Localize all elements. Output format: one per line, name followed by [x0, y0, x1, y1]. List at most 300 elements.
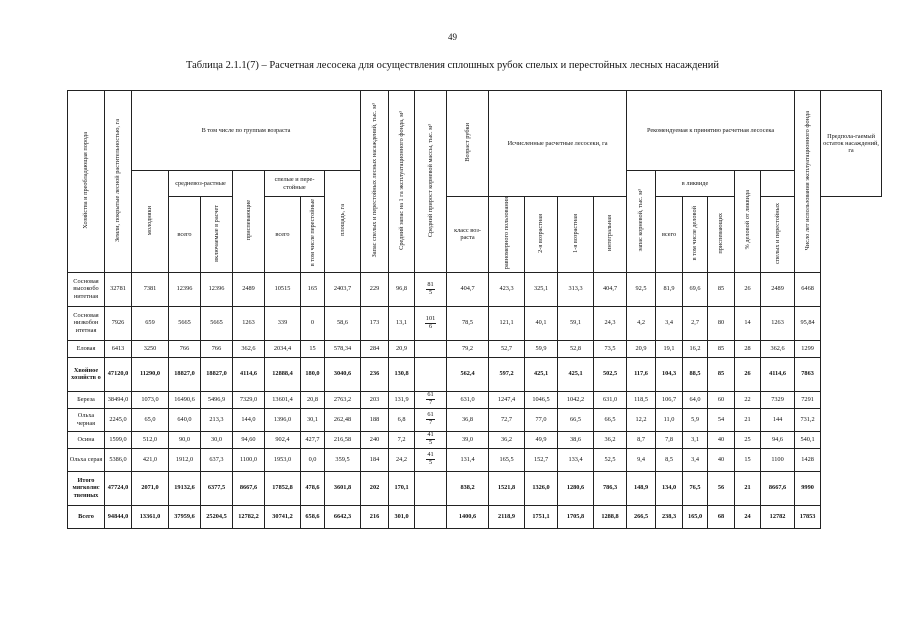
table-cell: 766 — [201, 340, 233, 357]
table-title: Таблица 2.1.1(7) – Расчетная лесосека для осуществления сплошных рубок спелых и перестойных лесных насаждений — [185, 60, 720, 71]
table-cell: 5665 — [201, 306, 233, 340]
table-cell: 7,8 — [656, 431, 683, 448]
table-cell: 421,0 — [132, 448, 169, 471]
table-cell: 2403,7 — [325, 272, 361, 306]
table-cell: 1100 — [761, 448, 795, 471]
table-cell: 17853 — [795, 505, 821, 528]
table-cell: 64,0 — [683, 391, 708, 408]
table-cell: 1046,5 — [525, 391, 558, 408]
table-cell: 26 — [735, 357, 761, 391]
table-cell: 19132,6 — [169, 471, 201, 505]
table-cell: 20,9 — [627, 340, 656, 357]
table-cell: 4114,6 — [761, 357, 795, 391]
table-cell: 2245,0 — [105, 408, 132, 431]
table-cell: 10515 — [265, 272, 301, 306]
row-name: Осина — [68, 431, 105, 448]
table-cell: 58,6 — [325, 306, 361, 340]
table-cell: 12782 — [761, 505, 795, 528]
table-cell: 202 — [361, 471, 389, 505]
table-cell: 24 — [735, 505, 761, 528]
table-cell: 32781 — [105, 272, 132, 306]
table-cell: 313,3 — [558, 272, 594, 306]
age-fraction — [426, 432, 434, 447]
header-avg-increment: Средний прирост корневой массы, тыс. м³ — [415, 91, 447, 273]
age-fraction-cell — [415, 431, 447, 448]
age-fraction-cell — [415, 471, 447, 505]
table-cell: 6377,5 — [201, 471, 233, 505]
table-cell: 658,6 — [301, 505, 325, 528]
table-cell: 131,9 — [389, 391, 415, 408]
table-cell: 30,1 — [301, 408, 325, 431]
table-cell: 3,1 — [683, 431, 708, 448]
table-cell: 1326,0 — [525, 471, 558, 505]
age-denominator: 7 — [428, 399, 433, 407]
table-cell: 144 — [761, 408, 795, 431]
table-cell: 95,84 — [795, 306, 821, 340]
age-denominator: 5 — [428, 459, 433, 467]
table-cell: 144,0 — [233, 408, 265, 431]
table-cell: 24,2 — [389, 448, 415, 471]
table-cell: 170,1 — [389, 471, 415, 505]
table-cell: 425,1 — [558, 357, 594, 391]
table-cell: 68 — [708, 505, 735, 528]
table-cell: 92,5 — [627, 272, 656, 306]
table-cell: 54 — [708, 408, 735, 431]
table-cell: 15 — [301, 340, 325, 357]
table-cell: 240 — [361, 431, 389, 448]
table-cell: 19,1 — [656, 340, 683, 357]
table-cell: 1288,8 — [594, 505, 627, 528]
table-cell: 1599,0 — [105, 431, 132, 448]
table-cell: 6,8 — [389, 408, 415, 431]
header-recommended: Рекомендуемая к принятию расчетная лесосека — [627, 91, 795, 171]
table-cell: 106,7 — [656, 391, 683, 408]
header-mature-over: спелые и пере-стойные — [265, 171, 325, 197]
table-cell: 60 — [708, 391, 735, 408]
table-cell: 47724,0 — [105, 471, 132, 505]
age-fraction — [426, 282, 434, 297]
table-cell: 72,7 — [489, 408, 525, 431]
table-cell: 301,0 — [389, 505, 415, 528]
table-cell: 59,1 — [558, 306, 594, 340]
table-cell: 18827,0 — [169, 357, 201, 391]
table-cell: 21 — [735, 471, 761, 505]
table-cell: 17852,8 — [265, 471, 301, 505]
table-cell: 38494,0 — [105, 391, 132, 408]
table-cell: 40,1 — [525, 306, 558, 340]
table-cell: 36,8 — [447, 408, 489, 431]
header-stock-mature: Запас спелых и перестойных лесных насаждений, тыс. м³ — [361, 91, 389, 273]
header-forest-area: Земли, покрытые лесной растительностью, га — [105, 91, 132, 273]
table-cell: 1400,6 — [447, 505, 489, 528]
table-cell: 69,6 — [683, 272, 708, 306]
header-area: площадь, га — [325, 171, 361, 273]
age-denominator: 5 — [428, 439, 433, 447]
table-cell: 22 — [735, 391, 761, 408]
row-name: Береза — [68, 391, 105, 408]
age-denominator: 6 — [428, 322, 433, 330]
table-cell: 20,8 — [301, 391, 325, 408]
table-cell: 85 — [708, 357, 735, 391]
table-cell: 423,3 — [489, 272, 525, 306]
table-cell: 88,5 — [683, 357, 708, 391]
table-cell: 59,9 — [525, 340, 558, 357]
table-cell: 637,3 — [201, 448, 233, 471]
table-cell: 96,8 — [389, 272, 415, 306]
table-cell: 18827,0 — [201, 357, 233, 391]
table-cell: 216,58 — [325, 431, 361, 448]
row-name: Хвойное хозяйств о — [68, 357, 105, 391]
table-cell: 216 — [361, 505, 389, 528]
table-cell: 236 — [361, 357, 389, 391]
table-cell: 90,0 — [169, 431, 201, 448]
header-mature-total: всего — [265, 197, 301, 273]
table-cell: 36,2 — [489, 431, 525, 448]
row-name: Итого мягколис твенных — [68, 471, 105, 505]
header-avg-stock: Средний запас на 1 га эксплуатационного фонда, м³ — [389, 91, 415, 273]
age-numerator: 61 — [427, 391, 434, 399]
table-cell: 66,5 — [594, 408, 627, 431]
table-cell: 28 — [735, 340, 761, 357]
table-cell: 30,0 — [201, 431, 233, 448]
header-cutting-age: Возраст рубки — [447, 91, 489, 197]
table-cell: 12396 — [201, 272, 233, 306]
table-cell: 7,2 — [389, 431, 415, 448]
age-denominator: 7 — [428, 419, 433, 427]
table-cell: 786,3 — [594, 471, 627, 505]
table-cell: 1912,0 — [169, 448, 201, 471]
table-cell: 25204,5 — [201, 505, 233, 528]
table-cell: 2763,2 — [325, 391, 361, 408]
table-cell: 81,9 — [656, 272, 683, 306]
table-cell: 40 — [708, 448, 735, 471]
table-cell: 0 — [301, 306, 325, 340]
table-cell: 512,0 — [132, 431, 169, 448]
table-cell: 1263 — [761, 306, 795, 340]
header-calculated-cuts: Исчисленные расчетные лесосеки, га — [489, 91, 627, 197]
header-integral: интегральная — [594, 197, 627, 273]
table-cell: 133,4 — [558, 448, 594, 471]
table-cell: 902,4 — [265, 431, 301, 448]
table-cell: 9990 — [795, 471, 821, 505]
table-cell: 94844,0 — [105, 505, 132, 528]
table-cell: 1751,1 — [525, 505, 558, 528]
table-cell: 6468 — [795, 272, 821, 306]
table-cell: 7863 — [795, 357, 821, 391]
table-cell: 16,2 — [683, 340, 708, 357]
table-row — [68, 471, 882, 505]
table-cell: 76,5 — [683, 471, 708, 505]
table-cell: 16490,6 — [169, 391, 201, 408]
row-name: Ольха черная — [68, 408, 105, 431]
table-cell: 1299 — [795, 340, 821, 357]
table-row — [68, 357, 882, 391]
table-cell: 56 — [708, 471, 735, 505]
table-cell: 47120,0 — [105, 357, 132, 391]
table-cell: 1705,8 — [558, 505, 594, 528]
table-cell: 229 — [361, 272, 389, 306]
header-projected-stock: Предпола-гаемый остаток насаждений, га — [821, 91, 882, 197]
age-fraction — [426, 392, 434, 407]
header-root-stock: запас корневой, тыс. м³ — [627, 171, 656, 273]
table-cell: 30741,2 — [265, 505, 301, 528]
table-cell: 5496,9 — [201, 391, 233, 408]
table-cell: 40 — [708, 431, 735, 448]
table-cell: 184 — [361, 448, 389, 471]
table-row — [68, 505, 882, 528]
table-cell: 165,5 — [489, 448, 525, 471]
table-cell: 562,4 — [447, 357, 489, 391]
table-cell: 6642,3 — [325, 505, 361, 528]
age-numerator: 41 — [427, 451, 434, 459]
table-cell: 21 — [735, 408, 761, 431]
header-by-age-groups: В том числе по группам возраста — [132, 91, 361, 171]
row-name: Еловая — [68, 340, 105, 357]
table-cell: 5,9 — [683, 408, 708, 431]
table-row — [68, 448, 882, 471]
table-cell: 13,1 — [389, 306, 415, 340]
table-cell: 5386,0 — [105, 448, 132, 471]
table-cell: 339 — [265, 306, 301, 340]
age-numerator: 81 — [427, 280, 434, 288]
table-cell: 0,0 — [301, 448, 325, 471]
age-denominator: 5 — [428, 288, 433, 296]
header-liquid-total: всего — [656, 197, 683, 273]
table-cell: 77,0 — [525, 408, 558, 431]
table-cell: 284 — [361, 340, 389, 357]
table-cell: 66,5 — [558, 408, 594, 431]
table-cell: 8,5 — [656, 448, 683, 471]
table-cell: 3601,8 — [325, 471, 361, 505]
table-cell: 1247,4 — [489, 391, 525, 408]
table-cell: 4114,6 — [233, 357, 265, 391]
table-cell: 173 — [361, 306, 389, 340]
table-cell: 766 — [169, 340, 201, 357]
table-cell: 1953,0 — [265, 448, 301, 471]
table-cell: 118,5 — [627, 391, 656, 408]
table-cell: 2118,9 — [489, 505, 525, 528]
table-cell: 11,0 — [656, 408, 683, 431]
table-cell: 203 — [361, 391, 389, 408]
table-cell: 121,1 — [489, 306, 525, 340]
table-cell: 12396 — [169, 272, 201, 306]
age-fraction — [426, 452, 434, 467]
table-cell: 1521,8 — [489, 471, 525, 505]
table-cell: 3,4 — [656, 306, 683, 340]
age-fraction — [425, 316, 436, 331]
table-cell: 325,1 — [525, 272, 558, 306]
table-cell: 266,5 — [627, 505, 656, 528]
table-cell: 659 — [132, 306, 169, 340]
cutting-table — [67, 90, 882, 529]
table-cell: 152,7 — [525, 448, 558, 471]
table-cell: 20,9 — [389, 340, 415, 357]
row-name: Ольха серая — [68, 448, 105, 471]
table-cell: 478,6 — [301, 471, 325, 505]
table-cell: 188 — [361, 408, 389, 431]
table-cell: 238,3 — [656, 505, 683, 528]
table-cell: 631,0 — [594, 391, 627, 408]
table-cell: 640,0 — [169, 408, 201, 431]
table-cell: 213,3 — [201, 408, 233, 431]
table-cell: 2,7 — [683, 306, 708, 340]
table-cell: 85 — [708, 340, 735, 357]
table-cell: 7926 — [105, 306, 132, 340]
table-cell: 838,2 — [447, 471, 489, 505]
table-row — [68, 306, 882, 340]
table-cell: 578,34 — [325, 340, 361, 357]
table-cell: 1263 — [233, 306, 265, 340]
table-cell: 52,5 — [594, 448, 627, 471]
header-liquid: в ликвиде — [656, 171, 735, 197]
table-cell: 11290,0 — [132, 357, 169, 391]
table-cell: 731,2 — [795, 408, 821, 431]
table-cell: 180,0 — [301, 357, 325, 391]
table-cell: 36,2 — [594, 431, 627, 448]
table-cell: 12782,2 — [233, 505, 265, 528]
table-cell: 80 — [708, 306, 735, 340]
header-middle-aged: средневоз-растные — [169, 171, 233, 197]
age-fraction-cell — [415, 357, 447, 391]
age-fraction-cell — [415, 408, 447, 431]
header-young: молодняки — [132, 171, 169, 273]
table-cell: 3250 — [132, 340, 169, 357]
table-row — [68, 391, 882, 408]
table-cell: 52,8 — [558, 340, 594, 357]
age-fraction-cell — [415, 306, 447, 340]
table-cell: 1396,0 — [265, 408, 301, 431]
row-name: Всего — [68, 505, 105, 528]
table-cell: 13361,0 — [132, 505, 169, 528]
header-uniform: равномерного пользования — [489, 197, 525, 273]
table-cell: 25 — [735, 431, 761, 448]
table-cell: 8667,6 — [233, 471, 265, 505]
table-cell: 165,0 — [683, 505, 708, 528]
table-cell: 38,6 — [558, 431, 594, 448]
table-cell: 8,7 — [627, 431, 656, 448]
header-maturing: приспевающие — [233, 171, 265, 273]
table-cell: 404,7 — [447, 272, 489, 306]
table-cell: 117,6 — [627, 357, 656, 391]
table-row — [68, 340, 882, 357]
table-row — [68, 272, 882, 306]
table-cell: 1100,0 — [233, 448, 265, 471]
page-number: 49 — [448, 32, 457, 42]
row-name: Сосновая высокобо нитетная — [68, 272, 105, 306]
table-cell: 502,5 — [594, 357, 627, 391]
table-cell: 7329,0 — [233, 391, 265, 408]
table-cell: 2071,0 — [132, 471, 169, 505]
table-cell: 12888,4 — [265, 357, 301, 391]
table-cell: 104,3 — [656, 357, 683, 391]
table-cell: 7381 — [132, 272, 169, 306]
table-cell: 2034,4 — [265, 340, 301, 357]
age-fraction — [426, 412, 434, 427]
table-cell: 49,9 — [525, 431, 558, 448]
table-cell: 134,0 — [656, 471, 683, 505]
age-fraction-cell — [415, 448, 447, 471]
table-cell: 1073,0 — [132, 391, 169, 408]
table-cell: 65,0 — [132, 408, 169, 431]
age-fraction-cell — [415, 391, 447, 408]
age-numerator: 61 — [427, 411, 434, 419]
header-overmature: в том числе перестойные — [301, 197, 325, 273]
table-cell: 78,5 — [447, 306, 489, 340]
table-cell: 85 — [708, 272, 735, 306]
table-cell: 9,4 — [627, 448, 656, 471]
table-row — [68, 408, 882, 431]
table-cell: 79,2 — [447, 340, 489, 357]
table-cell: 131,4 — [447, 448, 489, 471]
table-cell: 1280,6 — [558, 471, 594, 505]
table-cell: 24,3 — [594, 306, 627, 340]
table-cell: 7329 — [761, 391, 795, 408]
header-second-age: 2-я возрастная — [525, 197, 558, 273]
table-cell: 1428 — [795, 448, 821, 471]
table-cell: 94,6 — [761, 431, 795, 448]
table-cell: 427,7 — [301, 431, 325, 448]
table-cell: 37959,6 — [169, 505, 201, 528]
age-fraction-cell — [415, 272, 447, 306]
age-fraction-cell — [415, 505, 447, 528]
table-cell: 425,1 — [525, 357, 558, 391]
header-first-age: 1-я возрастная — [558, 197, 594, 273]
header-years-use: Число лет использования эксплуатационного фонда — [795, 91, 821, 273]
table-cell: 1042,2 — [558, 391, 594, 408]
age-numerator: 101 — [425, 314, 436, 322]
table-cell: 52,7 — [489, 340, 525, 357]
header-pct-business: % деловой от ликвида — [735, 171, 761, 273]
table-cell: 3040,6 — [325, 357, 361, 391]
table-cell: 12,2 — [627, 408, 656, 431]
table-cell: 4,2 — [627, 306, 656, 340]
header-maturing2: приспевающих — [708, 197, 735, 273]
table-cell: 262,48 — [325, 408, 361, 431]
age-numerator: 41 — [427, 431, 434, 439]
header-species: Хозяйства и преобладающая порода — [68, 91, 105, 273]
table-cell: 13601,4 — [265, 391, 301, 408]
table-cell: 597,2 — [489, 357, 525, 391]
age-fraction-cell — [415, 340, 447, 357]
table-cell: 404,7 — [594, 272, 627, 306]
table-cell: 362,6 — [233, 340, 265, 357]
table-cell: 94,60 — [233, 431, 265, 448]
header-class-age: класс воз-раста — [447, 197, 489, 273]
table-cell: 3,4 — [683, 448, 708, 471]
table-cell: 7291 — [795, 391, 821, 408]
table-row — [68, 431, 882, 448]
table-cell: 2489 — [233, 272, 265, 306]
table-cell: 39,0 — [447, 431, 489, 448]
table-cell: 8667,6 — [761, 471, 795, 505]
table-cell: 362,6 — [761, 340, 795, 357]
table-cell: 130,8 — [389, 357, 415, 391]
table-cell: 540,1 — [795, 431, 821, 448]
table-cell: 14 — [735, 306, 761, 340]
table-cell: 26 — [735, 272, 761, 306]
table-cell: 359,5 — [325, 448, 361, 471]
header-mid-total: всего — [169, 197, 201, 273]
header-business: в том числе деловой — [683, 197, 708, 273]
table-cell: 148,9 — [627, 471, 656, 505]
header-included: включаемые в расчет — [201, 197, 233, 273]
table-cell: 5665 — [169, 306, 201, 340]
table-cell: 2489 — [761, 272, 795, 306]
table-cell: 165 — [301, 272, 325, 306]
table-cell: 15 — [735, 448, 761, 471]
row-name: Сосновая низкобон итетная — [68, 306, 105, 340]
header-mature-over2: спелых и перестойных — [761, 197, 795, 273]
